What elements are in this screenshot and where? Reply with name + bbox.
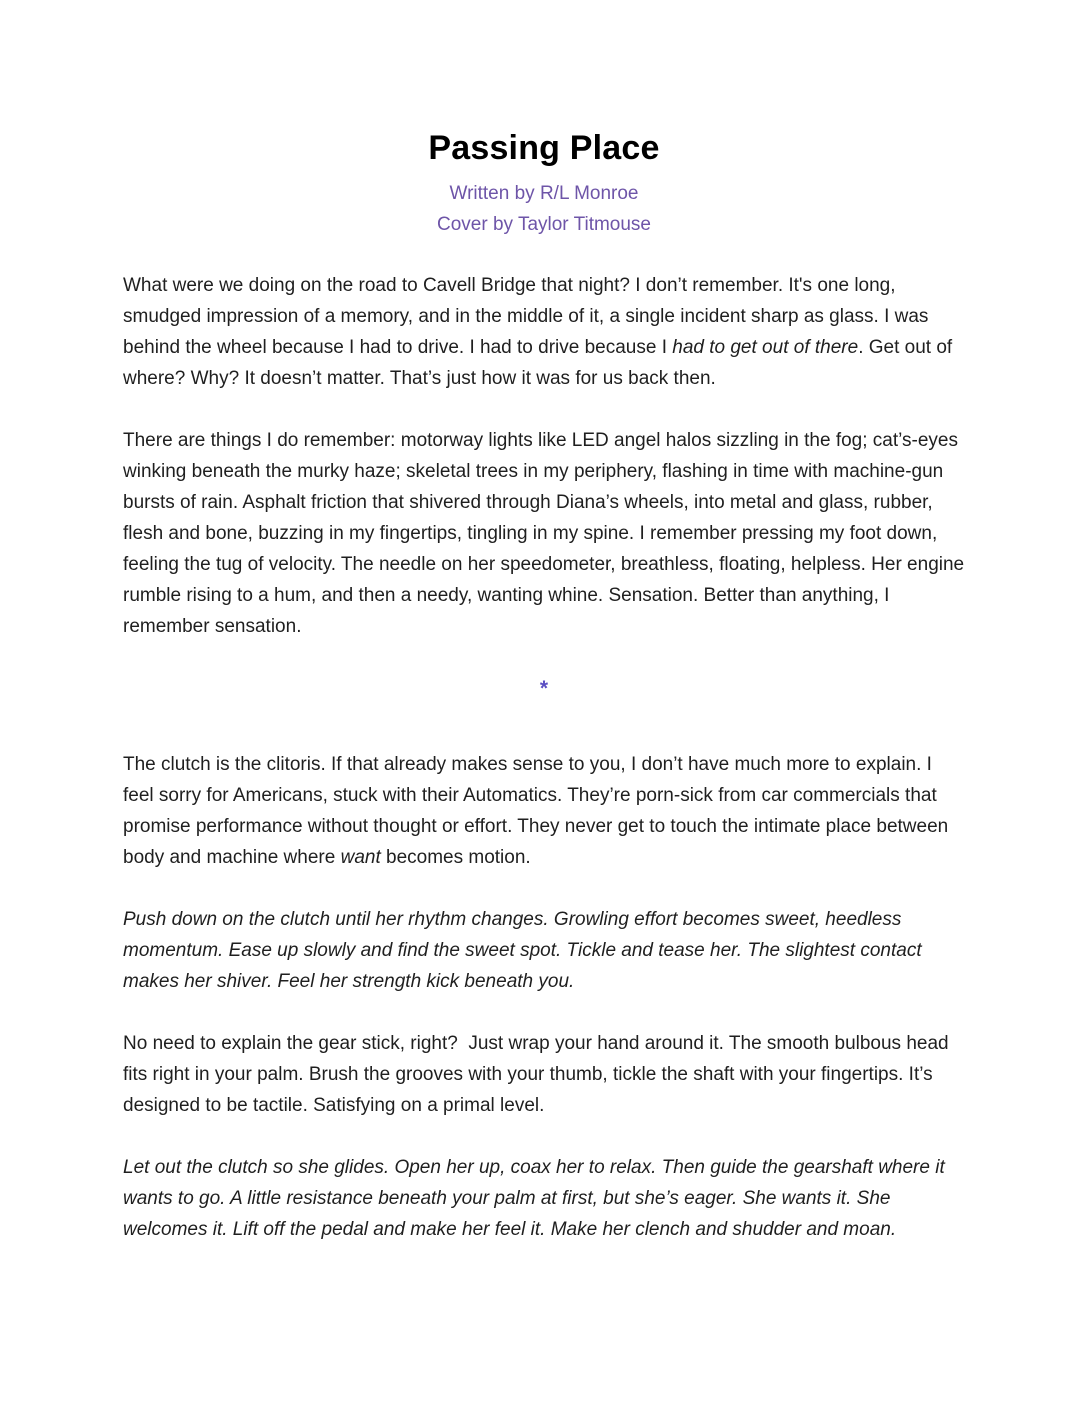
story-body	[123, 270, 965, 1245]
page-title: Passing Place	[428, 129, 660, 167]
story-paragraph: What were we doing on the road to Cavell Bridge that night? I don’t remember. It's one long, smudged impression of a memory, and in the middle of it, a single incident sharp as glass. I was behind the wheel because I had to drive. I had to drive because I had to get out of there. Get out of where? Why? It doesn’t matter. That’s just how it was for us back then.	[123, 275, 953, 389]
story-paragraph: Let out the clutch so she glides. Open her up, coax her to relax. Then guide the gearshaft where it wants to go. A little resistance beneath your palm at first, but she’s eager. She wants it. She welcomes it. Lift off the pedal and make her feel it. Make her clench and shudder and moan.	[123, 1157, 945, 1240]
title-block	[123, 128, 965, 240]
story-paragraph: Push down on the clutch until her rhythm changes. Growling effort becomes sweet, heedless momentum. Ease up slowly and find the sweet spot. Tickle and tease her. The slightest contact makes her shiver. Feel her strength kick beneath you.	[123, 909, 922, 992]
story-paragraph: No need to explain the gear stick, right? Just wrap your hand around it. The smooth bulbous head fits right in your palm. Brush the grooves with your thumb, tickle the shaft with your fingertips. It’s designed to be tactile. Satisfying on a primal level.	[123, 1033, 949, 1116]
story-paragraph: The clutch is the clitoris. If that already makes sense to you, I don’t have much more to explain. I feel sorry for Americans, stuck with their Automatics. They’re porn-sick from car commercials that promise performance without thought or effort. They never get to touch the intimate place between body and machine where want becomes motion.	[123, 754, 949, 868]
section-divider: *	[539, 677, 549, 700]
story-paragraph: There are things I do remember: motorway lights like LED angel halos sizzling in the fog; cat’s-eyes winking beneath the murky haze; skeletal trees in my periphery, flashing in time with machine-gun bursts of rain. Asphalt friction that shivered through Diana’s wheels, into metal and glass, rubber, flesh and bone, buzzing in my fingertips, tingling in my spine. I remember pressing my foot down, feeling the tug of velocity. The needle on her speedometer, breathless, floating, helpless. Her engine rumble rising to a hum, and then a needy, wanting whine. Sensation. Better than anything, I remember sensation.	[123, 430, 965, 637]
byline-author-link[interactable]: Written by R/L Monroe	[449, 183, 639, 204]
byline-cover-artist-link[interactable]: Cover by Taylor Titmouse	[436, 214, 651, 235]
